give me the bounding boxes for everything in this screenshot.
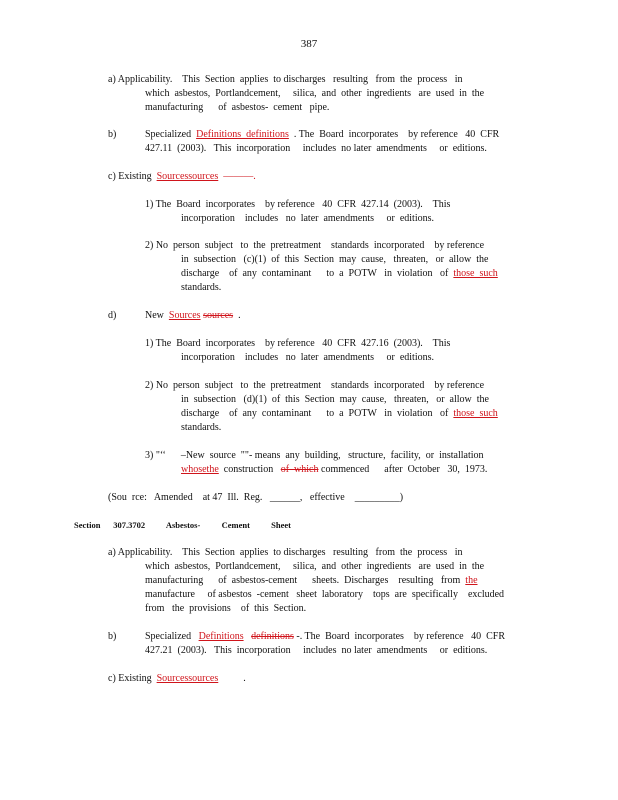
existing-label: c) Existing <box>108 171 157 182</box>
applicability-line-2: which asbestos, Portlandcement, silica, and other ingredients are used in the <box>145 88 485 99</box>
c2-text: discharge of any contaminant to a POTW in violation of <box>181 268 454 279</box>
existing-sources-heading <box>108 171 256 183</box>
section-heading: Section 307.3702 Asbestos- Cement Sheet <box>74 520 291 530</box>
d3-line-1: 3) "‘‘ –New source ""- means any building, structure, facility, or installation <box>145 450 484 461</box>
c1-line-2: incorporation includes no later amendments or editions. <box>181 213 434 224</box>
definitions-line-1 <box>145 129 499 141</box>
inserted-text: Definitions definitions <box>196 129 289 140</box>
source-note: (Sou rce: Amended at 47 Ill. Reg. ______, effective _________) <box>108 492 404 503</box>
inserted-text: Sources <box>168 310 201 321</box>
definitions-text: Specialized <box>145 129 197 140</box>
d3-line-2 <box>181 464 487 476</box>
new-sources-heading <box>145 310 241 322</box>
period: . <box>233 310 241 321</box>
c2-line-3 <box>181 268 498 280</box>
deleted-text: sources <box>203 310 234 321</box>
revised-text: those such <box>453 268 498 279</box>
sheet-applicability-line-3 <box>145 575 478 587</box>
c2-line-4: standards. <box>181 282 222 293</box>
d1-line-2: incorporation includes no later amendments or editions. <box>181 352 434 363</box>
page-number: 387 <box>300 38 318 50</box>
sheet-applicability-line-1: a) Applicability. This Section applies to discharges resulting from the process in <box>108 547 463 558</box>
sheet-definitions-line-2: 427.21 (2003). This incorporation includes no later amendments or editions. <box>145 645 488 656</box>
deleted-text: of which <box>280 464 319 475</box>
applicability-line-1: a) Applicability. This Section applies to discharges resulting from the process in <box>108 74 463 85</box>
d2-line-1: 2) No person subject to the pretreatment standards incorporated by reference <box>145 380 485 391</box>
revised-text: those such <box>453 408 498 419</box>
inserted-text: Definitions <box>198 631 244 642</box>
inserted-text: the <box>465 575 478 586</box>
deleted-text: definitions <box>251 631 294 642</box>
sheet-text: manufacturing of asbestos-cement sheets. Discharges resulting from <box>145 575 466 586</box>
c2-line-2: in subsection (c)(1) of this Section may cause, threaten, or allow the <box>181 254 489 265</box>
applicability-line-3: manufacturing of asbestos- cement pipe. <box>145 102 330 113</box>
sheet-existing-sources-heading <box>108 673 246 685</box>
deleted-dash: ———. <box>218 171 256 182</box>
inserted-text: Sourcessources <box>156 673 219 684</box>
item-d-label: d) <box>108 310 117 321</box>
inserted-text: whosethe <box>181 464 219 475</box>
sheet-applicability-line-4: manufacture of asbestos -cement sheet laboratory tops are specifically excluded <box>145 589 505 600</box>
period: . <box>218 673 246 684</box>
c2-line-1: 2) No person subject to the pretreatment standards incorporated by reference <box>145 240 485 251</box>
d2-line-2: in subsection (d)(1) of this Section may cause, threaten, or allow the <box>181 394 489 405</box>
item-b-label: b) <box>108 129 117 140</box>
sheet-item-b-label: b) <box>108 631 117 642</box>
definitions-text-end: -. The Board incorporates by reference 40 CFR <box>293 631 506 642</box>
new-label: New <box>145 310 169 321</box>
definitions-line-2: 427.11 (2003). This incorporation includes no later amendments or editions. <box>145 143 487 154</box>
d2-text: discharge of any contaminant to a POTW in violation of <box>181 408 454 419</box>
d2-line-4: standards. <box>181 422 222 433</box>
d3-text: construction <box>218 464 281 475</box>
sheet-definitions-line-1 <box>145 631 505 643</box>
d3-text-end: commenced after October 30, 1973. <box>318 464 488 475</box>
definitions-text: Specialized <box>145 631 199 642</box>
existing-label: c) Existing <box>108 673 157 684</box>
d1-line-1: 1) The Board incorporates by reference 40 CFR 427.16 (2003). This <box>145 338 451 349</box>
definitions-text-end: . The Board incorporates by reference 40 CFR <box>288 129 500 140</box>
inserted-text: Sourcessources <box>156 171 219 182</box>
sheet-applicability-line-5: from the provisions of this Section. <box>145 603 307 614</box>
sheet-applicability-line-2: which asbestos, Portlandcement, silica, and other ingredients are used in the <box>145 561 485 572</box>
c1-line-1: 1) The Board incorporates by reference 40 CFR 427.14 (2003). This <box>145 199 451 210</box>
d2-line-3 <box>181 408 498 420</box>
